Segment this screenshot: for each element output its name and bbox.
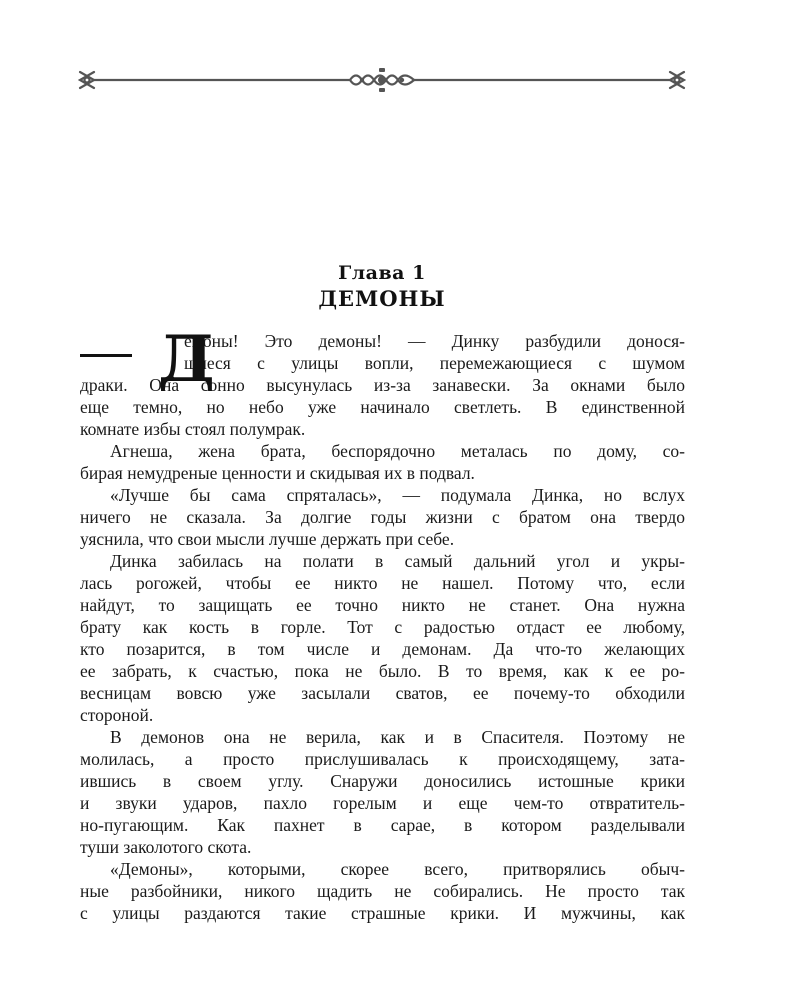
text-line: уяснила, что свои мысли лучше держать при себе. [80,529,455,549]
text-line: и звуки ударов, пахло горелым и еще чем-то отвратитель- [80,793,685,813]
text-line: стороной. [80,705,154,725]
text-line: еще темно, но небо уже начинало светлеть. В единственной [80,397,685,417]
drop-cap: Д [158,322,215,397]
dialogue-dash [80,354,132,357]
text-line: «Демоны», которыми, скорее всего, притворялись обыч- [110,859,685,879]
text-line: найдут, то защищать ее точно никто не станет. Она нужна [80,595,685,615]
text-line: молилась, а просто прислушивалась к происходящему, зата- [80,749,685,769]
text-line: бирая немудреные ценности и скидывая их в подвал. [80,463,475,483]
text-line: емоны! Это демоны! — Динку разбудили донося- [184,331,685,351]
text-line: щиеся с улицы вопли, перемежающиеся с шумом [184,353,685,373]
text-line: ные разбойники, никого щадить не собирались. Не просто так [80,881,685,901]
text-line: ее забрать, к счастью, пока не было. В то время, как к ее ро- [80,661,685,681]
chapter-title: ДЕМОНЫ [318,286,446,311]
text-line: комнате избы стоял полумрак. [80,419,306,439]
chapter-number: Глава 1 [338,262,426,284]
text-line: весницам вовсю уже засылали сватов, ее почему-то обходили [80,683,685,703]
text-line: лась рогожей, чтобы ее никто не нашел. Потому что, если [80,573,685,593]
body-text [80,322,685,924]
text-line: брату как кость в горле. Тот с радостью отдаст ее любому, [80,617,685,637]
text-line: В демонов она не верила, как и в Спасителя. Поэтому не [110,727,685,747]
text-line: «Лучше бы сама спряталась», — подумала Динка, но вслух [110,485,685,505]
text-line: кто позарится, в том числе и демонам. Да что-то желающих [80,639,685,659]
text-line: Агнеша, жена брата, беспорядочно металась по дому, со- [110,441,685,461]
text-line: ничего не сказала. За долгие годы жизни с братом она твердо [80,507,685,527]
text-line: драки. Она сонно высунулась из-за занавески. За окнами было [80,375,685,395]
text-line: с улицы раздаются такие страшные крики. И мужчины, как [80,903,685,923]
decorative-ornament-icon [78,62,686,98]
text-line: но-пугающим. Как пахнет в сарае, в котором разделывали [80,815,685,835]
text-line: туши заколотого скота. [80,837,252,857]
text-line: Динка забилась на полати в самый дальний угол и укры- [110,551,685,571]
text-line: ившись в своем углу. Снаружи доносились истошные крики [80,771,685,791]
